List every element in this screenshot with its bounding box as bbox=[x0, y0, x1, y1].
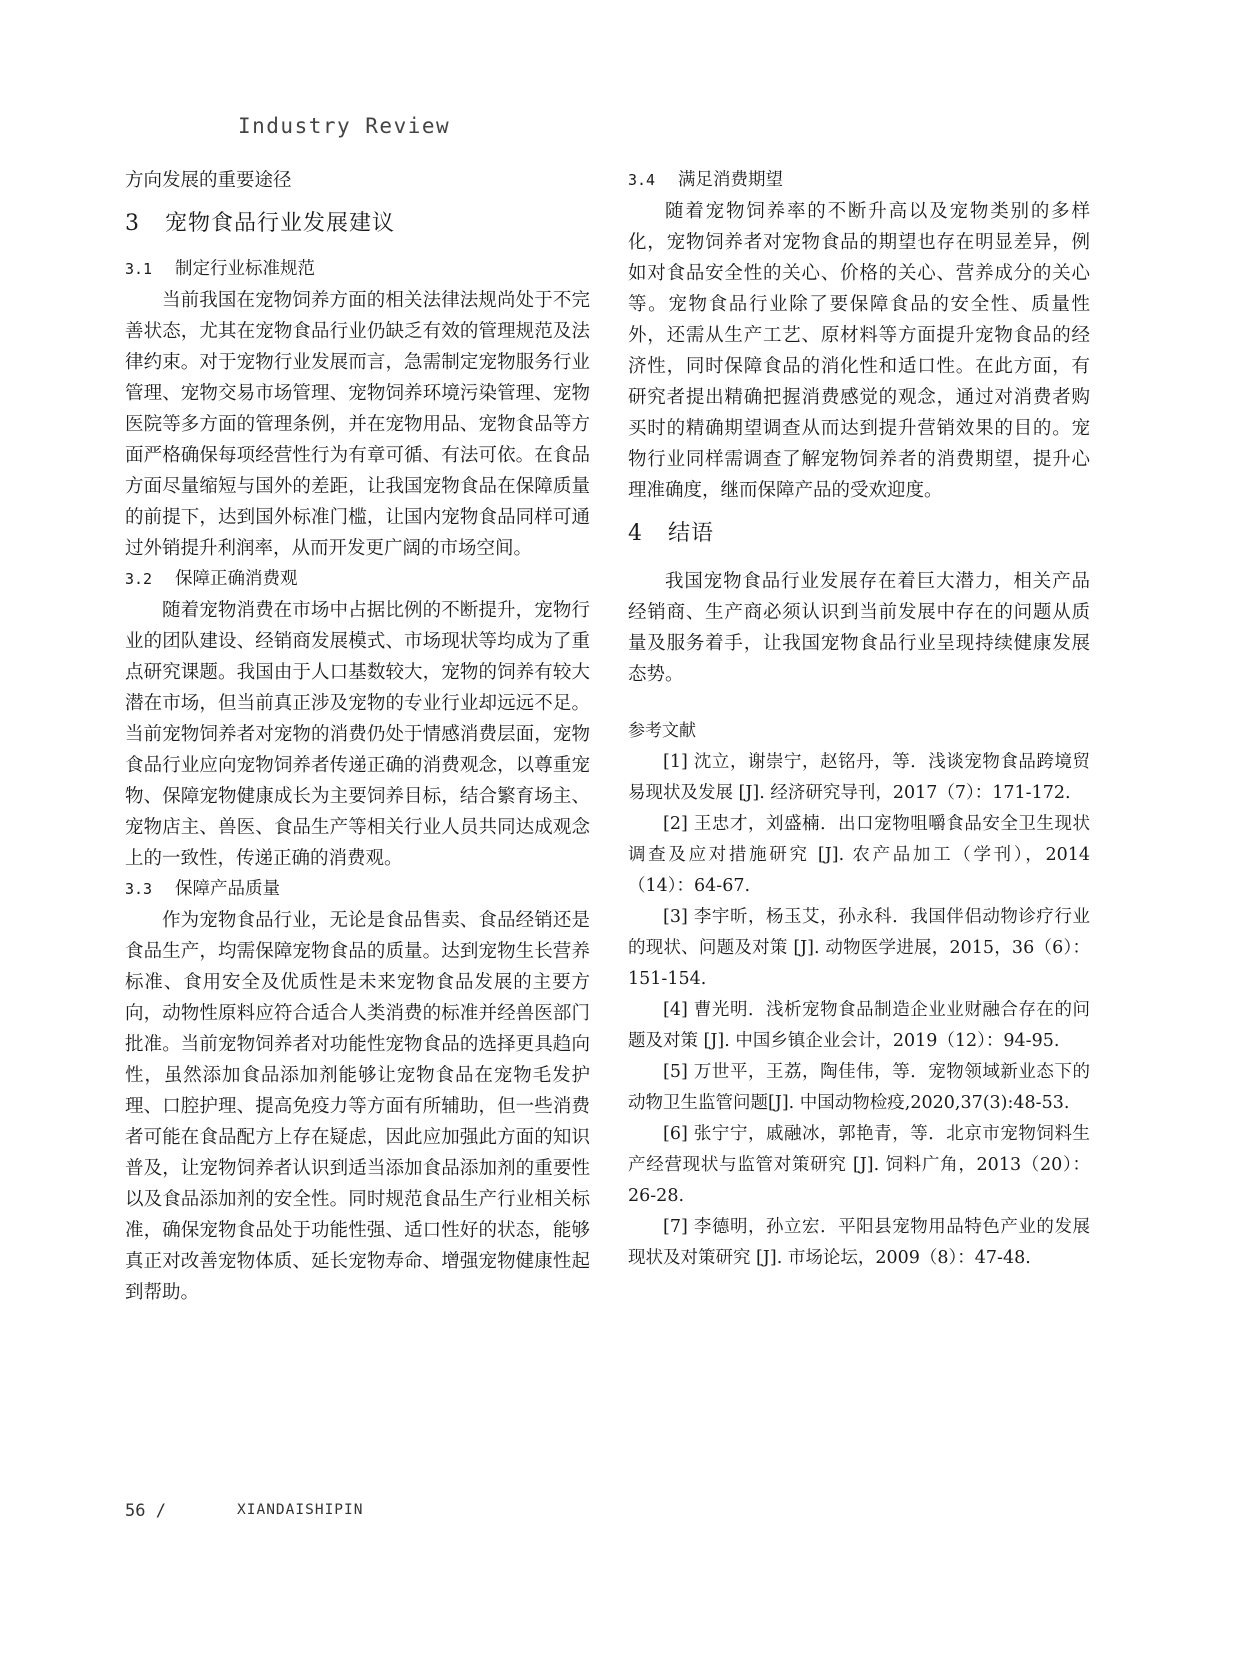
subsection-title: 满足消费期望 bbox=[678, 170, 783, 190]
subsection-3-1-heading bbox=[125, 254, 590, 285]
subsection-3-1-body: 当前我国在宠物饲养方面的相关法律法规尚处于不完善状态，尤其在宠物食品行业仍缺乏有效的管理规范及法律约束。对于宠物行业发展而言，急需制定宠物服务行业管理、宠物交易市场管理、宠物饲养环境污染管理、宠物医院等多方面的管理条例，并在宠物用品、宠物食品等方面严格确保每项经营性行为有章可循、有法可依。在食品方面尽量缩短与国外的差距，让我国宠物食品在保障质量的前提下，达到国外标准门槛，让国内宠物食品同样可通过外销提升利润率，从而开发更广阔的市场空间。 bbox=[125, 290, 590, 559]
reference-item: [7] 李德明，孙立宏．平阳县宠物用品特色产业的发展现状及对策研究 [J]. 市场论坛，2009（8）：47-48. bbox=[628, 1217, 1090, 1268]
subsection-3-3-heading bbox=[125, 874, 590, 905]
reference-item: [1] 沈立，谢崇宁，赵铭丹，等．浅谈宠物食品跨境贸易现状及发展 [J]. 经济研究导刊，2017（7）：171-172. bbox=[628, 752, 1090, 803]
section-number: 4 bbox=[628, 521, 643, 546]
section-number: 3 bbox=[125, 211, 140, 236]
reference-item: [5] 万世平，王荔，陶佳伟，等．宠物领域新业态下的动物卫生监管问题[J]. 中国动物检疫,2020,37(3):48-53. bbox=[628, 1062, 1090, 1113]
section-3-heading bbox=[125, 210, 590, 238]
page-footer bbox=[125, 1501, 364, 1521]
subsection-3-2-heading bbox=[125, 564, 590, 595]
section-title: 结语 bbox=[668, 521, 715, 546]
right-column bbox=[628, 165, 1090, 1274]
reference-item: [3] 李宇昕，杨玉艾，孙永科．我国伴侣动物诊疗行业的现状、问题及对策 [J]. 动物医学进展，2015，36（6）：151-154. bbox=[628, 907, 1090, 989]
subsection-number: 3.2 bbox=[125, 570, 153, 588]
subsection-3-2-body: 随着宠物消费在市场中占据比例的不断提升，宠物行业的团队建设、经销商发展模式、市场现状等均成为了重点研究课题。我国由于人口基数较大，宠物的饲养有较大潜在市场，但当前真正涉及宠物的专业行业却远远不足。当前宠物饲养者对宠物的消费仍处于情感消费层面，宠物食品行业应向宠物饲养者传递正确的消费观念，以尊重宠物、保障宠物健康成长为主要饲养目标，结合繁育场主、宠物店主、兽医、食品生产等相关行业人员共同达成观念上的一致性，传递正确的消费观。 bbox=[125, 600, 590, 869]
subsection-title: 保障产品质量 bbox=[175, 879, 280, 899]
section-4-heading bbox=[628, 520, 1090, 548]
reference-item: [4] 曹光明．浅析宠物食品制造企业业财融合存在的问题及对策 [J]. 中国乡镇企业会计，2019（12）：94-95. bbox=[628, 1000, 1090, 1051]
left-column bbox=[125, 165, 590, 1308]
subsection-number: 3.4 bbox=[628, 171, 656, 189]
journal-name: XIANDAISHIPIN bbox=[237, 1502, 364, 1518]
subsection-number: 3.1 bbox=[125, 260, 153, 278]
subsection-3-3-body: 作为宠物食品行业，无论是食品售卖、食品经销还是食品生产，均需保障宠物食品的质量。达到宠物生长营养标准、食用安全及优质性是未来宠物食品发展的主要方向，动物性原料应符合适合人类消费的标准并经兽医部门批准。当前宠物饲养者对功能性宠物食品的选择更具趋向性，虽然添加食品添加剂能够让宠物食品在宠物毛发护理、口腔护理、提高免疫力等方面有所辅助，但一些消费者可能在食品配方上存在疑虑，因此应加强此方面的知识普及，让宠物饲养者认识到适当添加食品添加剂的重要性以及食品添加剂的安全性。同时规范食品生产行业相关标准，确保宠物食品处于功能性强、适口性好的状态，能够真正对改善宠物体质、延长宠物寿命、增强宠物健康性起到帮助。 bbox=[125, 910, 590, 1303]
conclusion-body: 我国宠物食品行业发展存在着巨大潜力，相关产品经销商、生产商必须认识到当前发展中存在的问题从质量及服务着手，让我国宠物食品行业呈现持续健康发展态势。 bbox=[628, 571, 1090, 685]
running-header: Industry Review bbox=[238, 114, 451, 138]
reference-item: [6] 张宁宁，戚融冰，郭艳青，等．北京市宠物饲料生产经营现状与监管对策研究 [J]. 饲料广角，2013（20）：26-28. bbox=[628, 1124, 1090, 1206]
reference-item: [2] 王忠才，刘盛楠．出口宠物咀嚼食品安全卫生现状调查及应对措施研究 [J]. 农产品加工（学刊），2014（14）：64-67. bbox=[628, 814, 1090, 896]
subsection-3-4-heading bbox=[628, 165, 1090, 196]
page-number: 56 / bbox=[125, 1501, 166, 1521]
subsection-number: 3.3 bbox=[125, 880, 153, 898]
subsection-title: 制定行业标准规范 bbox=[175, 259, 315, 279]
lead-paragraph: 方向发展的重要途径 bbox=[125, 170, 292, 191]
references-heading: 参考文献 bbox=[628, 721, 696, 741]
subsection-title: 保障正确消费观 bbox=[175, 569, 298, 589]
subsection-3-4-body: 随着宠物饲养率的不断升高以及宠物类别的多样化，宠物饲养者对宠物食品的期望也存在明显差异，例如对食品安全性的关心、价格的关心、营养成分的关心等。宠物食品行业除了要保障食品的安全性、质量性外，还需从生产工艺、原材料等方面提升宠物食品的经济性，同时保障食品的消化性和适口性。在此方面，有研究者提出精确把握消费感觉的观念，通过对消费者购买时的精确期望调查从而达到提升营销效果的目的。宠物行业同样需调查了解宠物饲养者的消费期望，提升心理准确度，继而保障产品的受欢迎度。 bbox=[628, 201, 1090, 501]
section-title: 宠物食品行业发展建议 bbox=[165, 211, 396, 236]
